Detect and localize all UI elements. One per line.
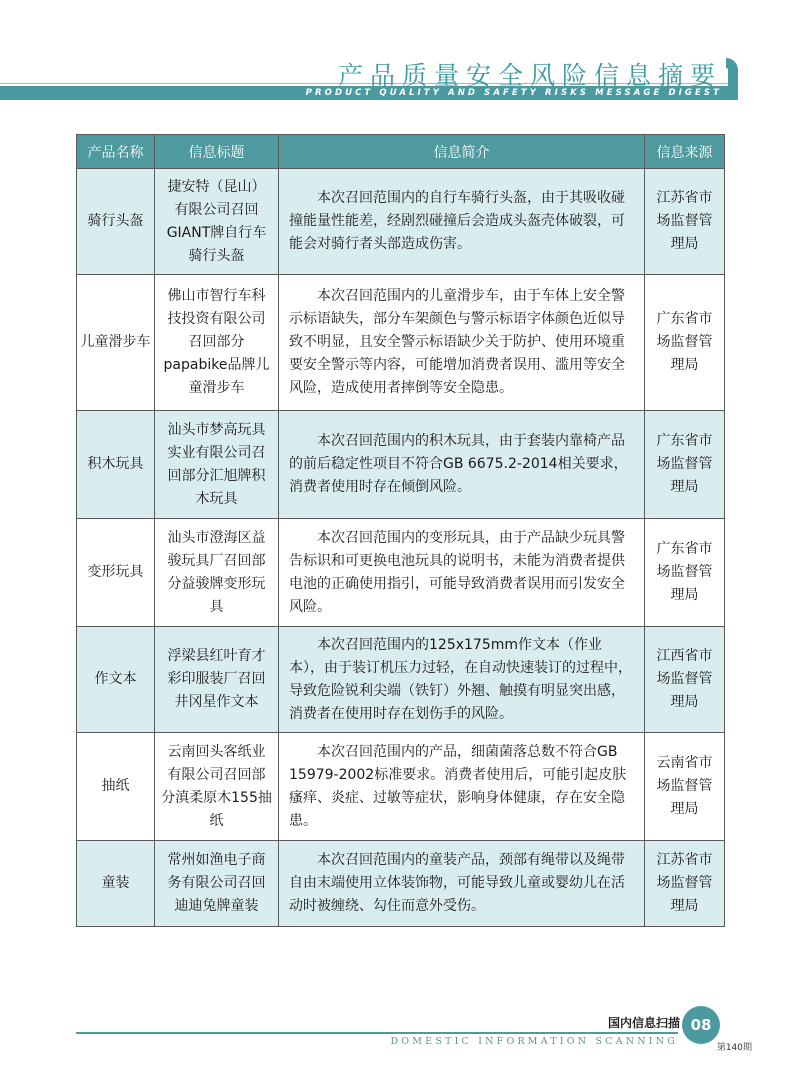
table-row	[77, 411, 725, 519]
page-subtitle: PRODUCT QUALITY AND SAFETY RISKS MESSAGE DIGEST	[305, 88, 722, 98]
table-row	[77, 275, 725, 411]
recall-table	[76, 134, 725, 927]
info-title: 云南回头客纸业有限公司召回部分滇柔原木155抽纸	[155, 733, 279, 841]
table-row	[77, 519, 725, 627]
footer-rule	[76, 1032, 678, 1034]
info-source: 江苏省市场监督管理局	[645, 841, 725, 927]
table-row	[77, 169, 725, 275]
info-title: 汕头市梦高玩具实业有限公司召回部分汇旭牌积木玩具	[155, 411, 279, 519]
info-summary	[279, 411, 645, 519]
table-row	[77, 841, 725, 927]
product-name: 抽纸	[77, 733, 155, 841]
header-hook-decoration	[726, 58, 738, 100]
column-header: 信息简介	[279, 135, 645, 169]
issue-number: 第140期	[716, 1043, 752, 1053]
table-header-row	[77, 135, 725, 169]
table-row	[77, 627, 725, 733]
info-summary	[279, 627, 645, 733]
info-source: 广东省市场监督管理局	[645, 275, 725, 411]
product-name: 积木玩具	[77, 411, 155, 519]
info-title: 佛山市智行车科技投资有限公司召回部分papabike品牌儿童滑步车	[155, 275, 279, 411]
info-summary-text: 本次召回范围内的产品，细菌菌落总数不符合GB 15979-2002标准要求。消费者使用后，可能引起皮肤瘙痒、炎症、过敏等症状，影响身体健康，存在安全隐患。	[289, 743, 627, 829]
info-source: 广东省市场监督管理局	[645, 411, 725, 519]
info-summary-text: 本次召回范围内的自行车骑行头盔，由于其吸收碰撞能量性能差，经剧烈碰撞后会造成头盔壳体破裂，可能会对骑行者头部造成伤害。	[289, 190, 625, 252]
page-title: 产品质量安全风险信息摘要	[337, 61, 722, 90]
info-title: 汕头市澄海区益骏玩具厂召回部分益骏牌变形玩具	[155, 519, 279, 627]
info-title: 常州如渔电子商务有限公司召回迪迪兔牌童装	[155, 841, 279, 927]
info-summary-text: 本次召回范围内的125x175mm作文本（作业本），由于装订机压力过轻，在自动快速装订的过程中，导致危险锐利尖端（铁钉）外翘、触摸有明显突出感，消费者在使用时存在划伤手的风险。	[289, 636, 632, 722]
table-row	[77, 733, 725, 841]
info-summary	[279, 275, 645, 411]
info-summary	[279, 519, 645, 627]
info-summary-text: 本次召回范围内的童装产品，颈部有绳带以及绳带自由末端使用立体装饰物，可能导致儿童或婴幼儿在活动时被缠绕、勾住而意外受伤。	[289, 852, 625, 914]
column-header: 产品名称	[77, 135, 155, 169]
info-summary	[279, 841, 645, 927]
info-summary-text: 本次召回范围内的积木玩具，由于套装内靠椅产品的前后稳定性项目不符合GB 6675.2-2014相关要求，消费者使用时存在倾倒风险。	[289, 433, 628, 495]
info-summary	[279, 169, 645, 275]
column-header: 信息来源	[645, 135, 725, 169]
info-summary-text: 本次召回范围内的儿童滑步车，由于车体上安全警示标语缺失，部分车架颜色与警示标语字体颜色近似导致不明显，且安全警示标语缺少关于防护、使用环境重要安全警示等内容，可能增加消费者误用、滥用等安全风险，造成使用者摔倒等安全隐患。	[289, 288, 625, 396]
product-name: 童装	[77, 841, 155, 927]
info-source: 广东省市场监督管理局	[645, 519, 725, 627]
product-name: 儿童滑步车	[77, 275, 155, 411]
product-name: 骑行头盔	[77, 169, 155, 275]
info-source: 江西省市场监督管理局	[645, 627, 725, 733]
product-name: 变形玩具	[77, 519, 155, 627]
info-title: 捷安特（昆山）有限公司召回GIANT牌自行车骑行头盔	[155, 169, 279, 275]
section-title: 国内信息扫描	[607, 1016, 680, 1030]
section-title-english: DOMESTIC INFORMATION SCANNING	[390, 1036, 678, 1047]
info-title: 浮梁县红叶育才彩印服装厂召回井冈星作文本	[155, 627, 279, 733]
info-source: 云南省市场监督管理局	[645, 733, 725, 841]
page-number: 08	[682, 1006, 720, 1044]
info-source: 江苏省市场监督管理局	[645, 169, 725, 275]
info-summary-text: 本次召回范围内的变形玩具，由于产品缺少玩具警告标识和可更换电池玩具的说明书，未能为消费者提供电池的正确使用指引，可能导致消费者误用而引发安全风险。	[289, 529, 625, 615]
product-name: 作文本	[77, 627, 155, 733]
info-summary	[279, 733, 645, 841]
column-header: 信息标题	[155, 135, 279, 169]
